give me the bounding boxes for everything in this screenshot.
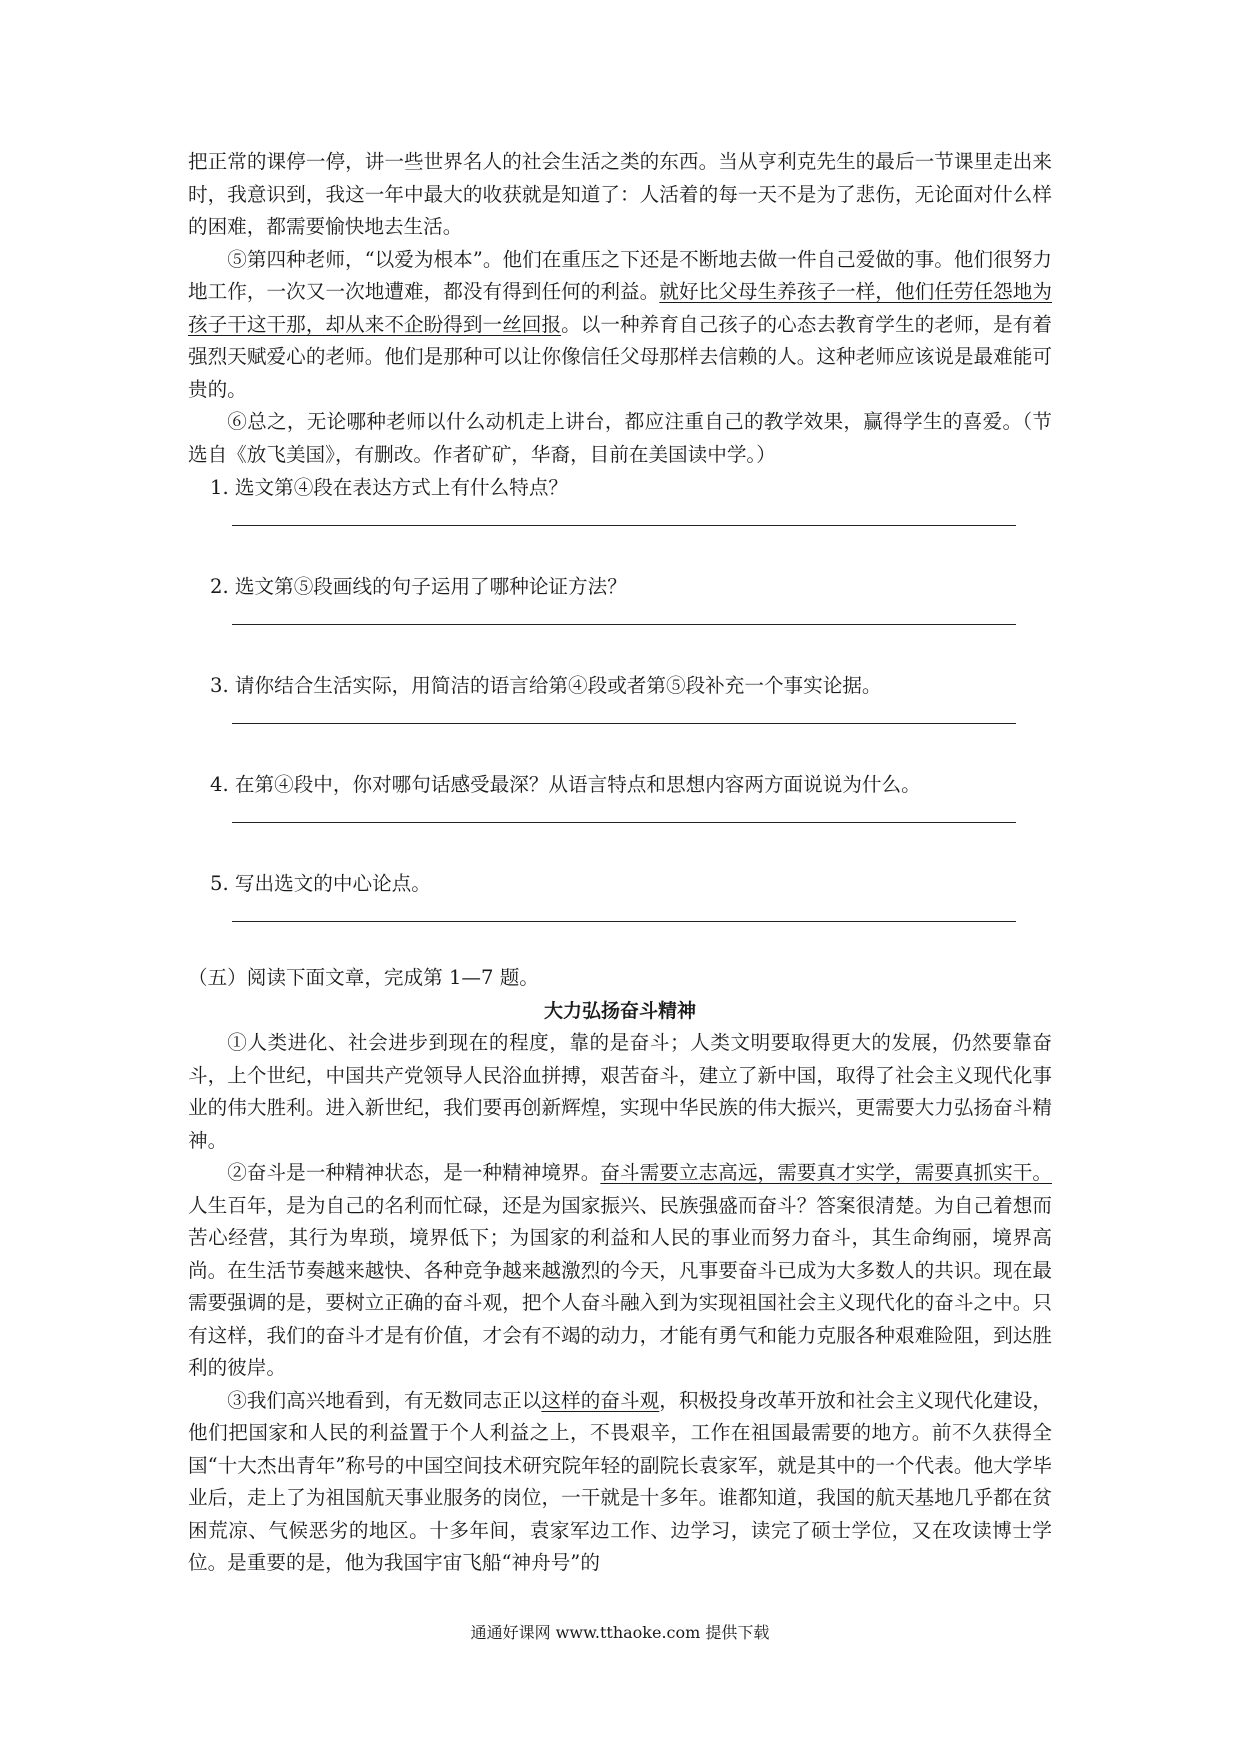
article-paragraph-2-text-b: 人生百年，是为自己的名利而忙碌，还是为国家振兴、民族强盛而奋斗？答案很清楚。为自己着想而苦心经营，其行为卑琐，境界低下；为国家的利益和人民的事业而努力奋斗，其生命绚丽，境界高尚。在生活节奏越来越快、各种竞争越来越激烈的今天，凡事要奋斗已成为大多数人的共识。现在最需要强调的是，要树立正确的奋斗观，把个人奋斗融入到为实现祖国社会主义现代化的奋斗之中。只有这样，我们的奋斗才是有价值，才会有不竭的动力，才能有勇气和能力克服各种艰难险阻，到达胜利的彼岸。 [188,1193,1052,1379]
answer-line-4[interactable] [232,808,1016,823]
article-title: 大力弘扬奋斗精神 [543,999,696,1022]
article-paragraph-3-text-b: ，积极投身改革开放和社会主义现代化建设，他们把国家和人民的利益置于个人利益之上，不畏艰辛，工作在祖国最需要的地方。前不久获得全国“十大杰出青年”称号的中国空间技术研究院年轻的副院长袁家军，就是其中的一个代表。他大学毕业后，走上了为祖国航天事业服务的岗位，一干就是十多年。谁都知道，我国的航天基地几乎都在贫困荒凉、气候恶劣的地区。十多年间，袁家军边工作、边学习，读完了硕士学位，又在攻读博士学位。是重要的是，他为我国宇宙飞船“神舟号”的 [188,1388,1053,1574]
article-paragraph-3-text-a: ③我们高兴地看到，有无数同志正以 [227,1388,542,1412]
question-3: 3. 请你结合生活实际，用简洁的语言给第④段或者第⑤段补充一个事实论据。 [210,674,882,697]
article-paragraph-3-underlined-phrase: 这样的奋斗观 [541,1388,660,1412]
page-footer: 通通好课网 www.tthaoke.com 提供下载 [470,1623,770,1642]
paragraph-5 [188,244,1052,407]
paragraph-5-text-a: ⑤第四种老师，“以爱为根本”。他们在重压之下还是不断地去做一件自己爱做的事。他们很努力地工作，一次又一次地遭难，都没有得到任何的利益。 [188,247,1052,303]
paragraph-continued: 把正常的课停一停，讲一些世界名人的社会生活之类的东西。当从亨利克先生的最后一节课里走出来时，我意识到，我这一年中最大的收获就是知道了：人活着的每一天不是为了悲伤，无论面对什么样的困难，都需要愉快地去生活。 [188,150,1052,238]
answer-line-2[interactable] [232,610,1016,625]
paragraph-5-text-b: 。以一种养育自己孩子的心态去教育学生的老师，是有着强烈天赋爱心的老师。他们是那种可以让你像信任父母那样去信赖的人。这种老师应该说是最难能可贵的。 [188,312,1052,401]
answer-line-1[interactable] [232,511,1016,526]
question-1: 1. 选文第④段在表达方式上有什么特点？ [210,476,569,499]
question-5: 5. 写出选文的中心论点。 [210,872,431,895]
article-paragraph-1: ①人类进化、社会进步到现在的程度，靠的是奋斗；人类文明要取得更大的发展，仍然要靠奋斗，上个世纪，中国共产党领导人民浴血拼搏，艰苦奋斗，建立了新中国，取得了社会主义现代化事业的伟大胜利。进入新世纪，我们要再创新辉煌，实现中华民族的伟大振兴，更需要大力弘扬奋斗精神。 [188,1031,1052,1152]
document-body [188,146,1052,1580]
answer-line-3[interactable] [232,709,1016,724]
question-4: 4. 在第④段中，你对哪句话感受最深？从语言特点和思想内容两方面说说为什么。 [210,773,921,796]
article-paragraph-2-underlined-sentence: 奋斗需要立志高远，需要真才实学，需要真抓实干。 [600,1161,1053,1184]
answer-line-5[interactable] [232,907,1016,922]
article-paragraph-2-text-a: ②奋斗是一种精神状态，是一种精神境界。 [227,1161,601,1184]
article-paragraph-3 [188,1385,1052,1580]
paragraph-6: ⑥总之，无论哪种老师以什么动机走上讲台，都应注重自己的教学效果，赢得学生的喜爱。（节选自《放飞美国》，有删改。作者矿矿，华裔，目前在美国读中学。） [188,410,1052,466]
question-2: 2. 选文第⑤段画线的句子运用了哪种论证方法？ [210,575,627,598]
question-list [188,471,1052,922]
article-paragraph-2 [188,1157,1052,1385]
section-heading: （五）阅读下面文章，完成第 1—7 题。 [188,966,539,989]
paragraph-5-underlined-sentence: 就好比父母生养孩子一样，他们任劳任怨地为孩子干这干那，却从来不企盼得到一丝回报 [188,280,1052,336]
